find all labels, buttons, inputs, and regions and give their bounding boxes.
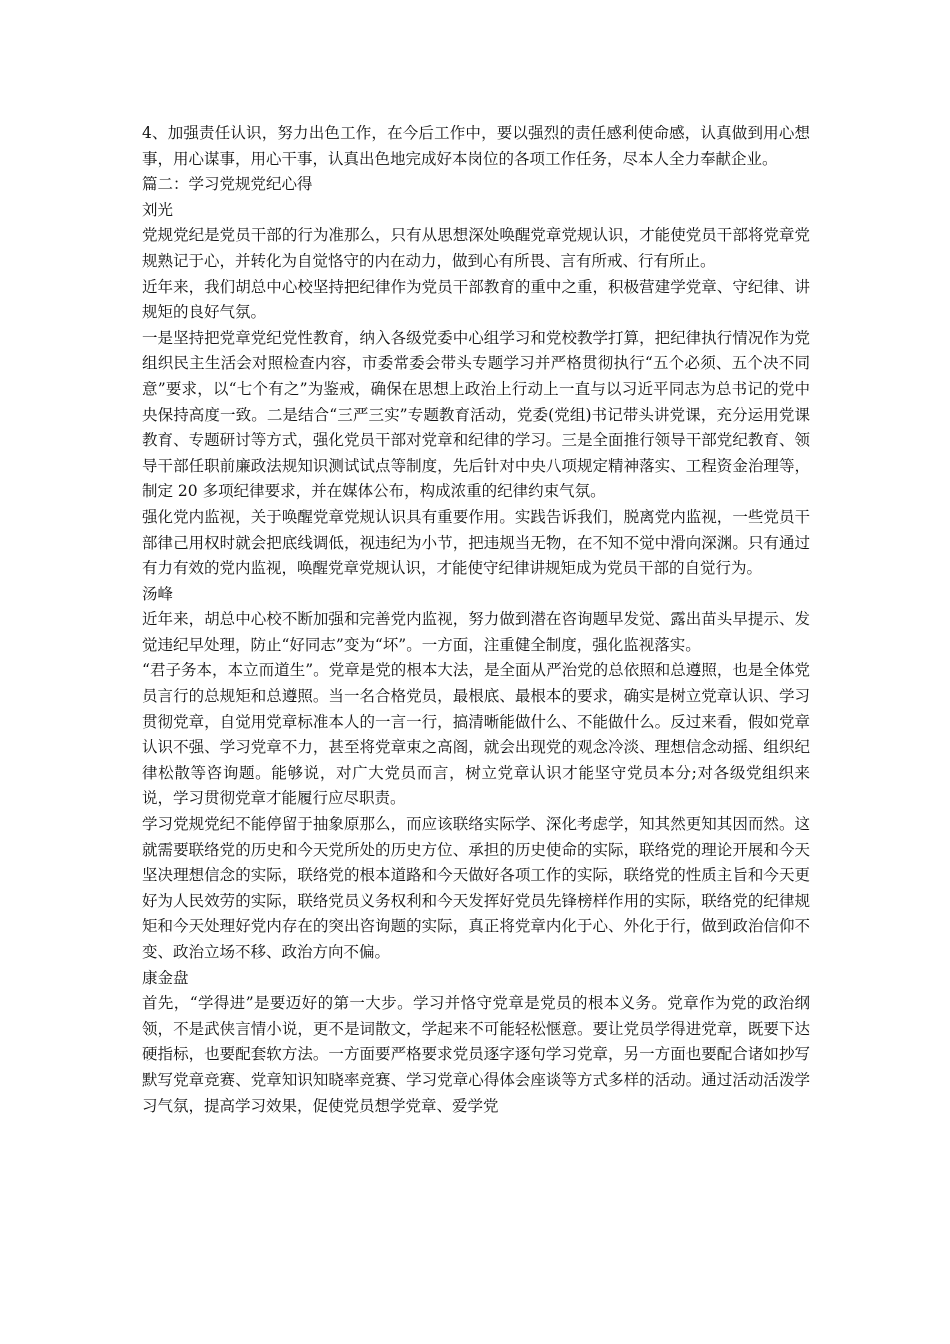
author-name: 刘光: [142, 200, 174, 219]
paragraph: 首先，“学得进”是要迈好的第一大步。学习并恪守党章是党员的根本义务。党章作为党的政治纲领，不是武侠言情小说，更不是词散文，学起来不可能轻松惬意。要让党员学得进党章，既要下达硬指标，也要配套软方法。一方面要严格要求党员逐字逐句学习党章，另一方面也要配合诸如抄写默写党章竞赛、党章知识知晓率竞赛、学习党章心得体会座谈等方式多样的活动。通过活动活泼学习气氛，提高学习效果，促使党员想学党章、爱学党: [142, 994, 810, 1115]
paragraph: 党规党纪是党员干部的行为准那么，只有从思想深处唤醒党章党规认识，才能使党员干部将党章党规熟记于心，并转化为自觉恪守的内在动力，做到心有所畏、言有所戒、行有所止。: [142, 226, 810, 270]
author-name: 康金盘: [142, 968, 189, 987]
document-body: [142, 121, 810, 1119]
paragraph: 强化党内监视，关于唤醒党章党规认识具有重要作用。实践告诉我们，脱离党内监视，一些党员干部律己用权时就会把底线调低，视违纪为小节，把违规当无物，在不知不觉中滑向深渊。只有通过有力有效的党内监视，唤醒党章党规认识，才能使守纪律讲规矩成为党员干部的自觉行为。: [142, 507, 810, 578]
paragraph: 学习党规党纪不能停留于抽象原那么，而应该联络实际学、深化考虑学，知其然更知其因而然。这就需要联络党的历史和今天党所处的历史方位、承担的历史使命的实际，联络党的理论开展和今天坚决理想信念的实际，联络党的根本道路和今天做好各项工作的实际，联络党的性质主旨和今天更好为人民效劳的实际，联络党员义务权利和今天发挥好党员先锋榜样作用的实际，联络党的纪律规矩和今天处理好党内存在的突出咨询题的实际，真正将党章内化于心、外化于行，做到政治信仰不变、政治立场不移、政治方向不偏。: [142, 815, 810, 961]
paragraph: 一是坚持把党章党纪党性教育，纳入各级党委中心组学习和党校教学打算，把纪律执行情况作为党组织民主生活会对照检查内容，市委常委会带头专题学习并严格贯彻执行“五个必须、五个决不同意”要求，以“七个有之”为鉴戒，确保在思想上政治上行动上一直与以习近平同志为总书记的党中央保持高度一致。二是结合“三严三实”专题教育活动，党委(党组)书记带头讲党课，充分运用党课教育、专题研讨等方式，强化党员干部对党章和纪律的学习。三是全面推行领导干部党纪教育、领导干部任职前廉政法规知识测试试点等制度，先后针对中央八项规定精神落实、工程资金治理等，制定 20 多项纪律要求，并在媒体公布，构成浓重的纪律约束气氛。: [142, 328, 810, 501]
paragraph: 近年来，胡总中心校不断加强和完善党内监视，努力做到潜在咨询题早发觉、露出苗头早提示、发觉违纪早处理，防止“好同志”变为“坏”。一方面，注重健全制度，强化监视落实。: [142, 610, 810, 654]
paragraph-responsibility: 4、加强责任认识，努力出色工作，在今后工作中，要以强烈的责任感利使命感，认真做到用心想事，用心谋事，用心干事，认真出色地完成好本岗位的各项工作任务，尽本人全力奉献企业。: [142, 124, 810, 168]
section-heading: 篇二：学习党规党纪心得: [142, 175, 313, 194]
author-name: 汤峰: [142, 584, 174, 603]
paragraph: 近年来，我们胡总中心校坚持把纪律作为党员干部教育的重中之重，积极营建学党章、守纪律、讲规矩的良好气氛。: [142, 277, 810, 322]
paragraph: “君子务本，本立而道生”。党章是党的根本大法，是全面从严治党的总依照和总遵照，也是全体党员言行的总规矩和总遵照。当一名合格党员，最根底、最根本的要求，确实是树立党章认识、学习贯彻党章，自觉用党章标准本人的一言一行，搞清晰能做什么、不能做什么。反过来看，假如党章认识不强、学习党章不力，甚至将党章束之高阁，就会出现党的观念冷淡、理想信念动摇、组织纪律松散等咨询题。能够说，对广大党员而言，树立党章认识才能坚守党员本分;对各级党组织来说，学习贯彻党章才能履行应尽职责。: [142, 661, 810, 808]
